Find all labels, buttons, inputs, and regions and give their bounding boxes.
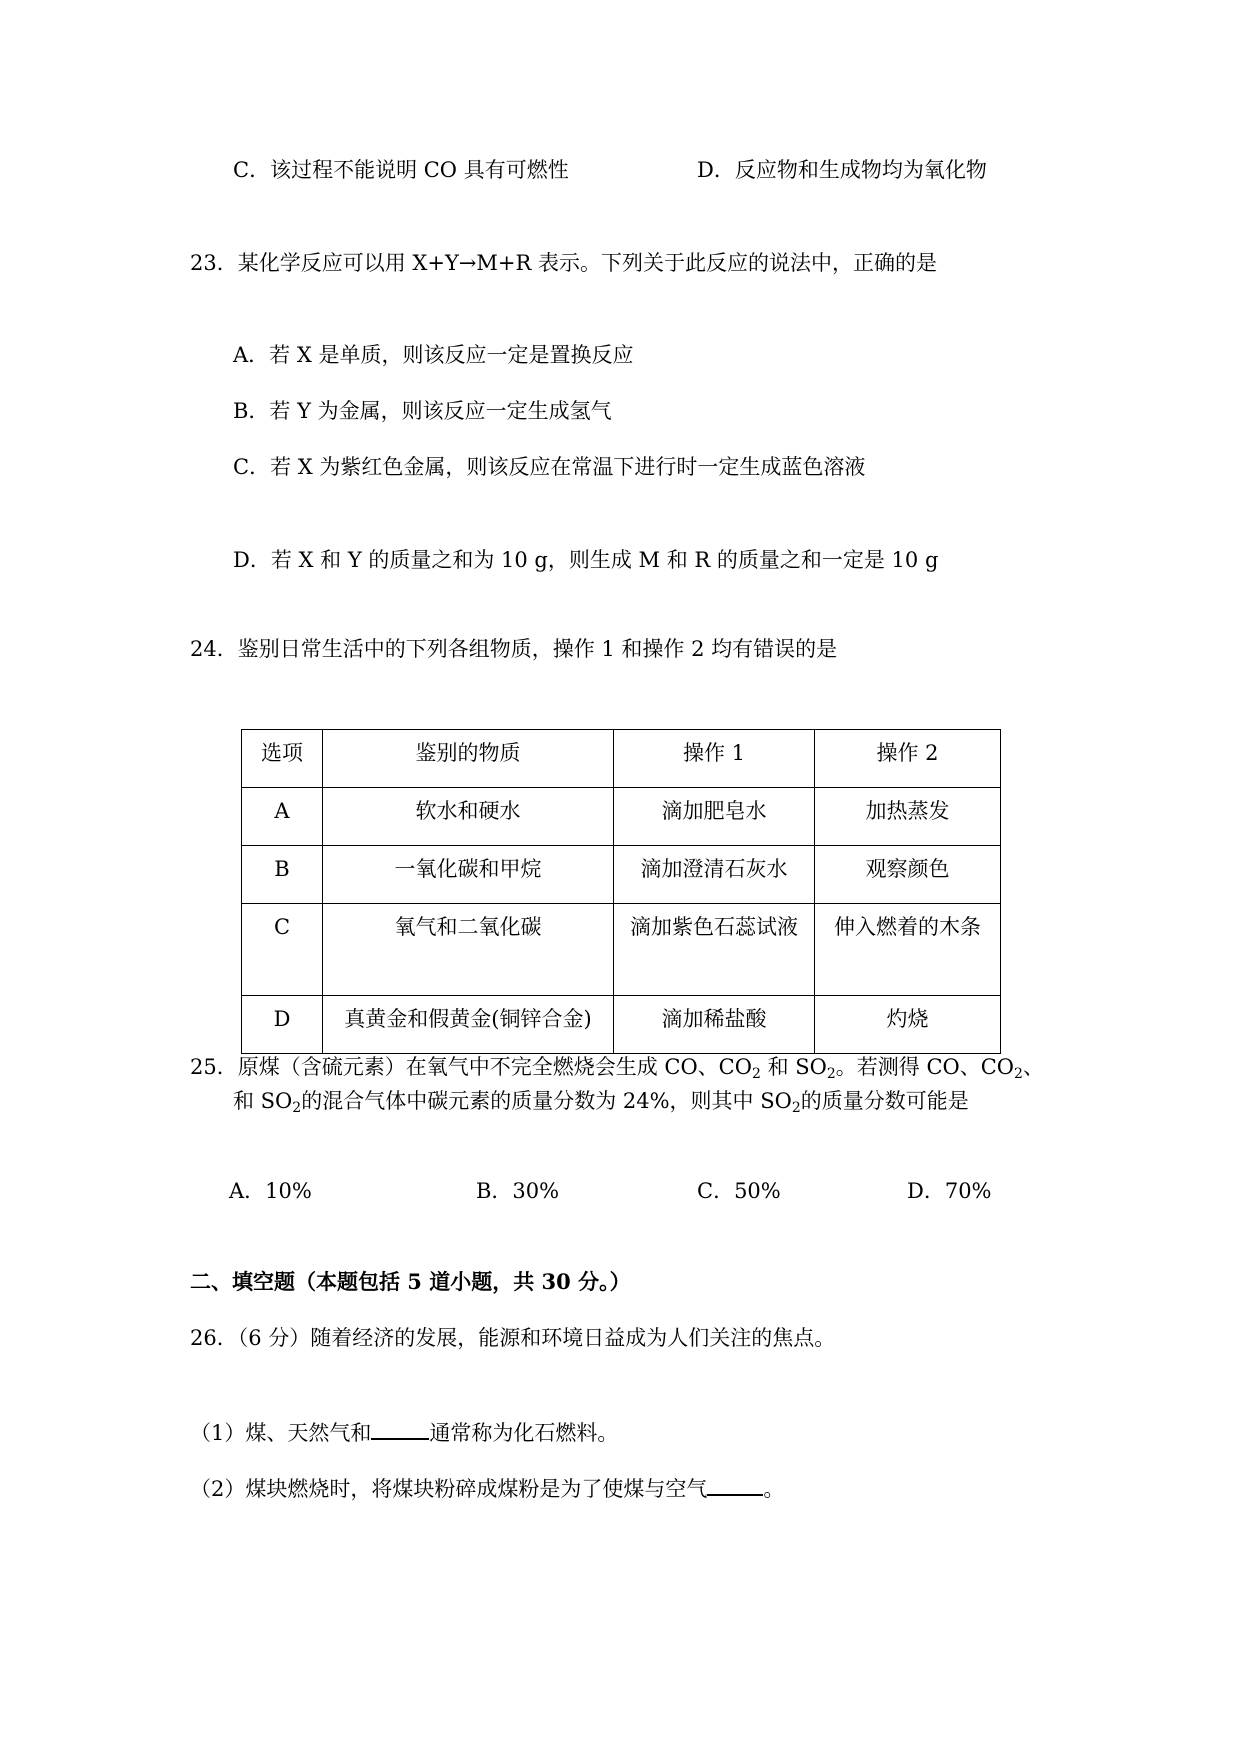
q25-stem-part: 25．原煤（含硫元素）在氧气中不完全燃烧会生成 CO、CO: [190, 1055, 752, 1079]
q25-option-b: B．30%: [476, 1179, 560, 1203]
q25-stem-part: 、: [1022, 1055, 1044, 1079]
table-row: [242, 996, 1001, 1054]
table-cell: 真黄金和假黄金(铜锌合金): [323, 996, 614, 1054]
q25-stem-line2: [233, 1086, 969, 1116]
table-header-cell: 选项: [242, 730, 323, 788]
q25-option-a: A．10%: [229, 1179, 312, 1203]
table-row: [242, 904, 1001, 996]
q25-stem-part: 和 SO: [760, 1055, 827, 1079]
table-header-cell: 操作 2: [815, 730, 1001, 788]
q26-part2-text: 。: [763, 1477, 785, 1501]
table-cell: 软水和硬水: [323, 788, 614, 846]
q22-option-c: C．该过程不能说明 CO 具有可燃性: [233, 158, 569, 182]
table-cell: A: [242, 788, 323, 846]
table-cell: D: [242, 996, 323, 1054]
subscript: 2: [791, 1100, 801, 1116]
q25-stem-part: 的混合气体中碳元素的质量分数为 24%，则其中 SO: [301, 1089, 792, 1113]
table-row: [242, 788, 1001, 846]
q25-option-d: D．70%: [907, 1179, 992, 1203]
q26-part1-text: 通常称为化石燃料。: [429, 1421, 619, 1445]
table-cell: 滴加澄清石灰水: [614, 846, 815, 904]
fill-blank-2[interactable]: [707, 1472, 763, 1496]
table-row: [242, 846, 1001, 904]
table-cell: B: [242, 846, 323, 904]
q25-stem-line1: [190, 1052, 1044, 1082]
q23-option-b: B．若 Y 为金属，则该反应一定生成氢气: [233, 399, 612, 423]
subscript: 2: [826, 1066, 836, 1082]
subscript: 2: [751, 1066, 761, 1082]
table-cell: 加热蒸发: [815, 788, 1001, 846]
q26-stem: 26．（6 分）随着经济的发展，能源和环境日益成为人们关注的焦点。: [190, 1326, 836, 1350]
q23-option-c: C．若 X 为紫红色金属，则该反应在常温下进行时一定生成蓝色溶液: [233, 455, 866, 479]
subscript: 2: [1014, 1066, 1023, 1082]
q25-stem-part: 和 SO: [233, 1089, 293, 1113]
section-title: 二、填空题（本题包括 5 道小题，共 30 分。）: [190, 1269, 631, 1294]
table-cell: 灼烧: [815, 996, 1001, 1054]
table-cell: 一氧化碳和甲烷: [323, 846, 614, 904]
q25-option-c: C．50%: [697, 1179, 781, 1203]
table-cell: 滴加稀盐酸: [614, 996, 815, 1054]
table-cell: 观察颜色: [815, 846, 1001, 904]
table-cell: 滴加紫色石蕊试液: [614, 904, 815, 996]
subscript: 2: [292, 1100, 302, 1116]
table-cell: C: [242, 904, 323, 996]
table-header-cell: 操作 1: [614, 730, 815, 788]
q26-part1-text: （1）煤、天然气和: [190, 1421, 372, 1445]
q23-stem: 23．某化学反应可以用 X+Y→M+R 表示。下列关于此反应的说法中，正确的是: [190, 251, 937, 275]
q22-option-d: D．反应物和生成物均为氧化物: [697, 158, 987, 182]
q23-option-d: D．若 X 和 Y 的质量之和为 10 g，则生成 M 和 R 的质量之和一定是 10 g: [233, 548, 939, 572]
table-header-cell: 鉴别的物质: [323, 730, 614, 788]
fill-blank-1[interactable]: [371, 1416, 429, 1440]
q25-stem-part: 。若测得 CO、CO: [835, 1055, 1015, 1079]
table-header-row: [242, 730, 1001, 788]
q26-part1: [190, 1416, 618, 1448]
q24-stem: 24．鉴别日常生活中的下列各组物质，操作 1 和操作 2 均有错误的是: [190, 637, 838, 661]
q26-part2: [190, 1472, 784, 1504]
q24-table: [241, 729, 1001, 1054]
q23-option-a: A．若 X 是单质，则该反应一定是置换反应: [233, 343, 634, 367]
table-cell: 滴加肥皂水: [614, 788, 815, 846]
q26-part2-text: （2）煤块燃烧时，将煤块粉碎成煤粉是为了使煤与空气: [190, 1477, 708, 1501]
table-cell: 伸入燃着的木条: [815, 904, 1001, 996]
q25-stem-part: 的质量分数可能是: [800, 1089, 969, 1113]
table-cell: 氧气和二氧化碳: [323, 904, 614, 996]
